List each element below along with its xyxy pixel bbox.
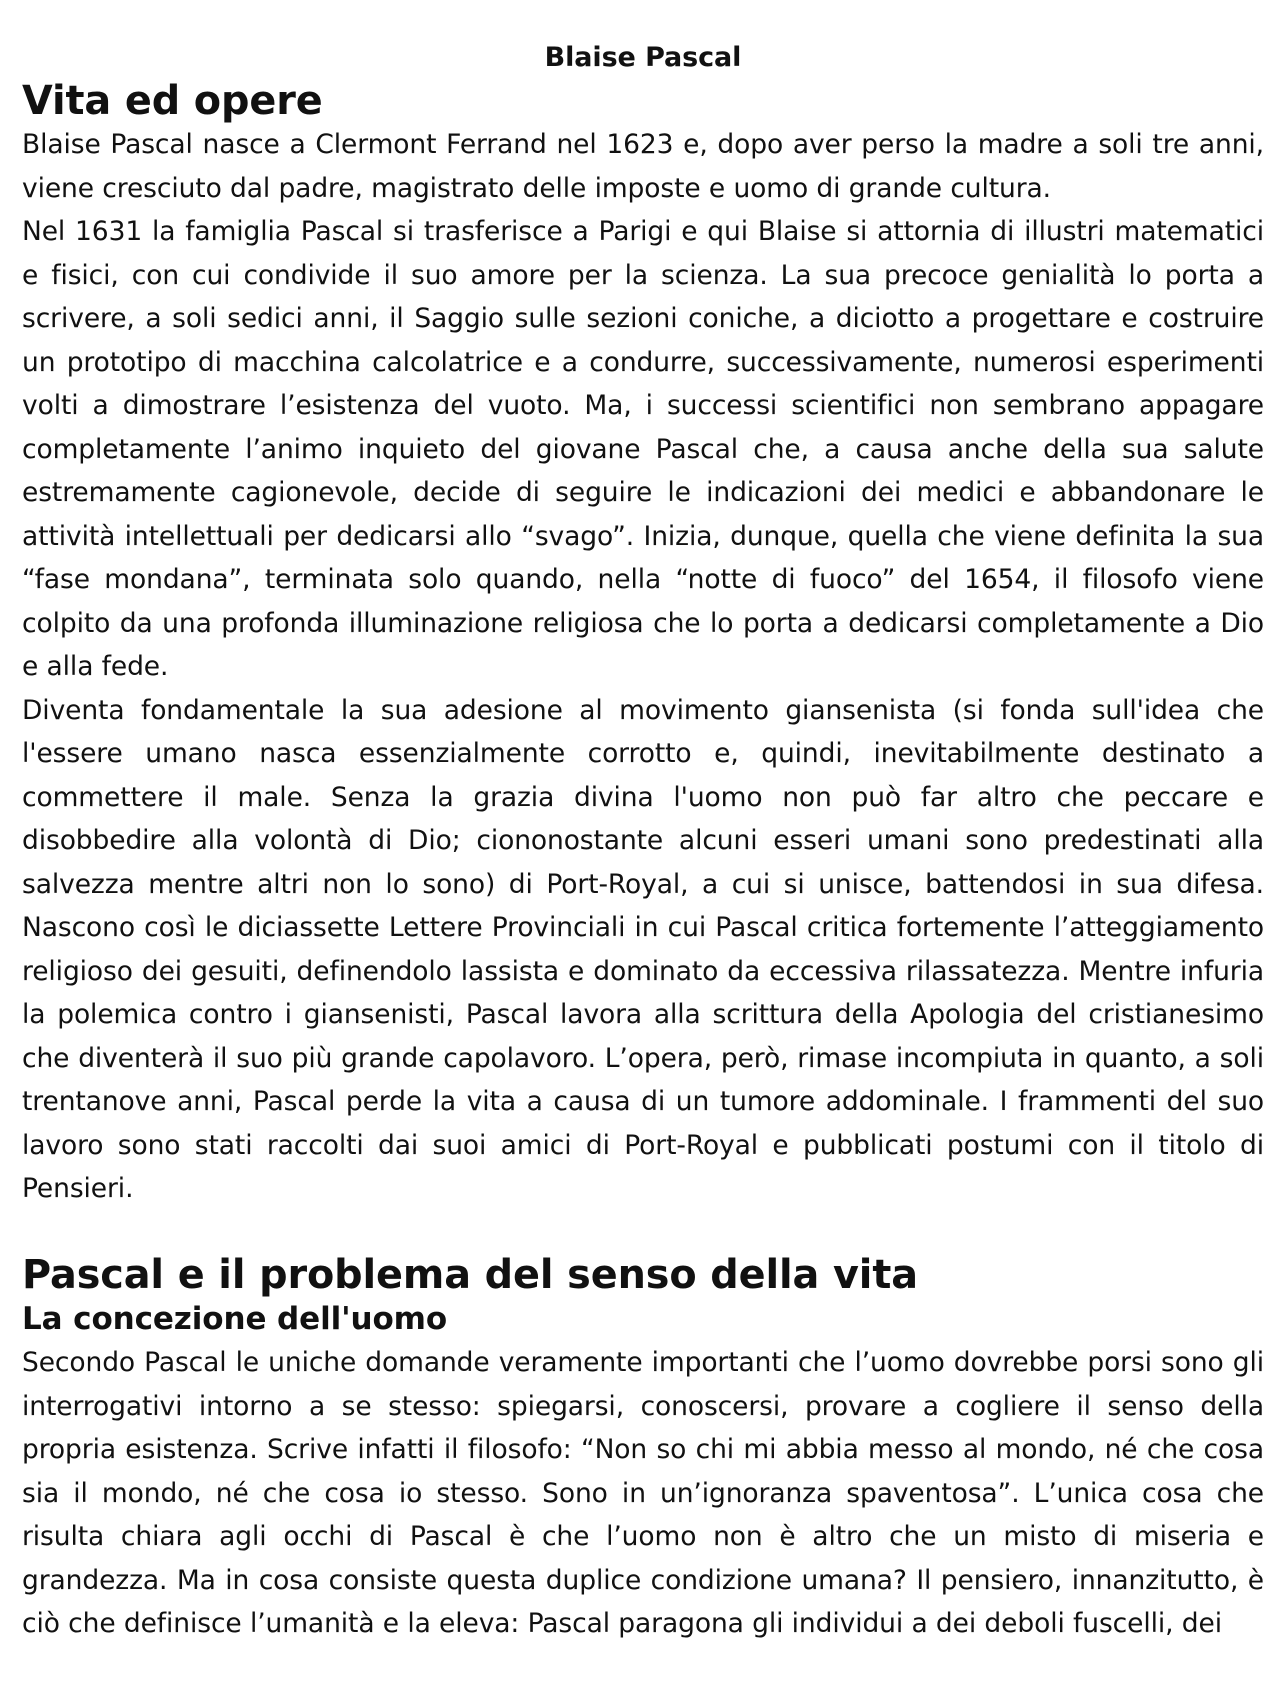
document-page — [22, 36, 1264, 1646]
paragraph-giansenismo: Diventa fondamentale la sua adesione al movimento giansenista (si fonda sull'idea che l'essere umano nasca essenzialmente corrotto e, quindi, inevitabilmente destinato a commettere il male. Senza la grazia divina l'uomo non può far altro che peccare e disobbedire alla volontà di Dio; ciononostante alcuni esseri umani sono predestinati alla salvezza mentre altri non lo sono) di Port-Royal, a cui si unisce, battendosi in sua difesa. Nascono così le diciassette Lettere Provinciali in cui Pascal critica fortemente l’atteggiamento religioso dei gesuiti, definendolo lassista e dominato da eccessiva rilassatezza. Mentre infuria la polemica contro i giansenisti, Pascal lavora alla scrittura della Apologia del cristianesimo che diventerà il suo più grande capolavoro. L’opera, però, rimase incompiuta in quanto, a soli trentanove anni, Pascal perde la vita a causa di un tumore addominale. I frammenti del suo lavoro sono stati raccolti dai suoi amici di Port-Royal e pubblicati postumi con il titolo di Pensieri. — [22, 694, 1264, 1204]
paragraph-birth: Blaise Pascal nasce a Clermont Ferrand nel 1623 e, dopo aver perso la madre a soli tre anni, viene cresciuto dal padre, magistrato delle imposte e uomo di grande cultura. — [22, 129, 1264, 204]
document-title: Blaise Pascal — [544, 42, 742, 73]
blank-line — [22, 1211, 1264, 1255]
paragraph-paris: Nel 1631 la famiglia Pascal si trasferisce a Parigi e qui Blaise si attornia di illustri matematici e fisici, con cui condivide il suo amore per la scienza. La sua precoce genialità lo porta a scrivere, a soli sedici anni, il Saggio sulle sezioni coniche, a diciotto a progettare e costruire un prototipo di macchina calcolatrice e a condurre, successivamente, numerosi esperimenti volti a dimostrare l’esistenza del vuoto. Ma, i successi scientifici non sembrano appagare completamente l’animo inquieto del giovane Pascal che, a causa anche della sua salute estremamente cagionevole, decide di seguire le indicazioni dei medici e abbandonare le attività intellettuali per dedicarsi allo “svago”. Inizia, dunque, quella che viene definita la sua “fase mondana”, terminata solo quando, nella “notte di fuoco” del 1654, il filosofo viene colpito da una profonda illuminazione religiosa che lo porta a dedicarsi completamente a Dio e alla fede. — [22, 216, 1264, 682]
section-heading-vita-ed-opere: Vita ed opere — [22, 77, 323, 124]
subsection-heading-concezione-uomo: La concezione dell'uomo — [22, 1300, 448, 1337]
section-heading-senso-della-vita: Pascal e il problema del senso della vita — [22, 1252, 918, 1298]
paragraph-concezione-uomo: Secondo Pascal le uniche domande veramente importanti che l’uomo dovrebbe porsi sono gli interrogativi intorno a se stesso: spiegarsi, conoscersi, provare a cogliere il senso della propria esistenza. Scrive infatti il filosofo: “Non so chi mi abbia messo al mondo, né che cosa sia il mondo, né che cosa io stesso. Sono in un’ignoranza spaventosa”. L’unica cosa che risulta chiara agli occhi di Pascal è che l’uomo non è altro che un misto di miseria e grandezza. Ma in cosa consiste questa duplice condizione umana? Il pensiero, innanzitutto, è ciò che definisce l’umanità e la eleva: Pascal paragona gli individui a dei deboli fuscelli, dei — [22, 1347, 1264, 1639]
